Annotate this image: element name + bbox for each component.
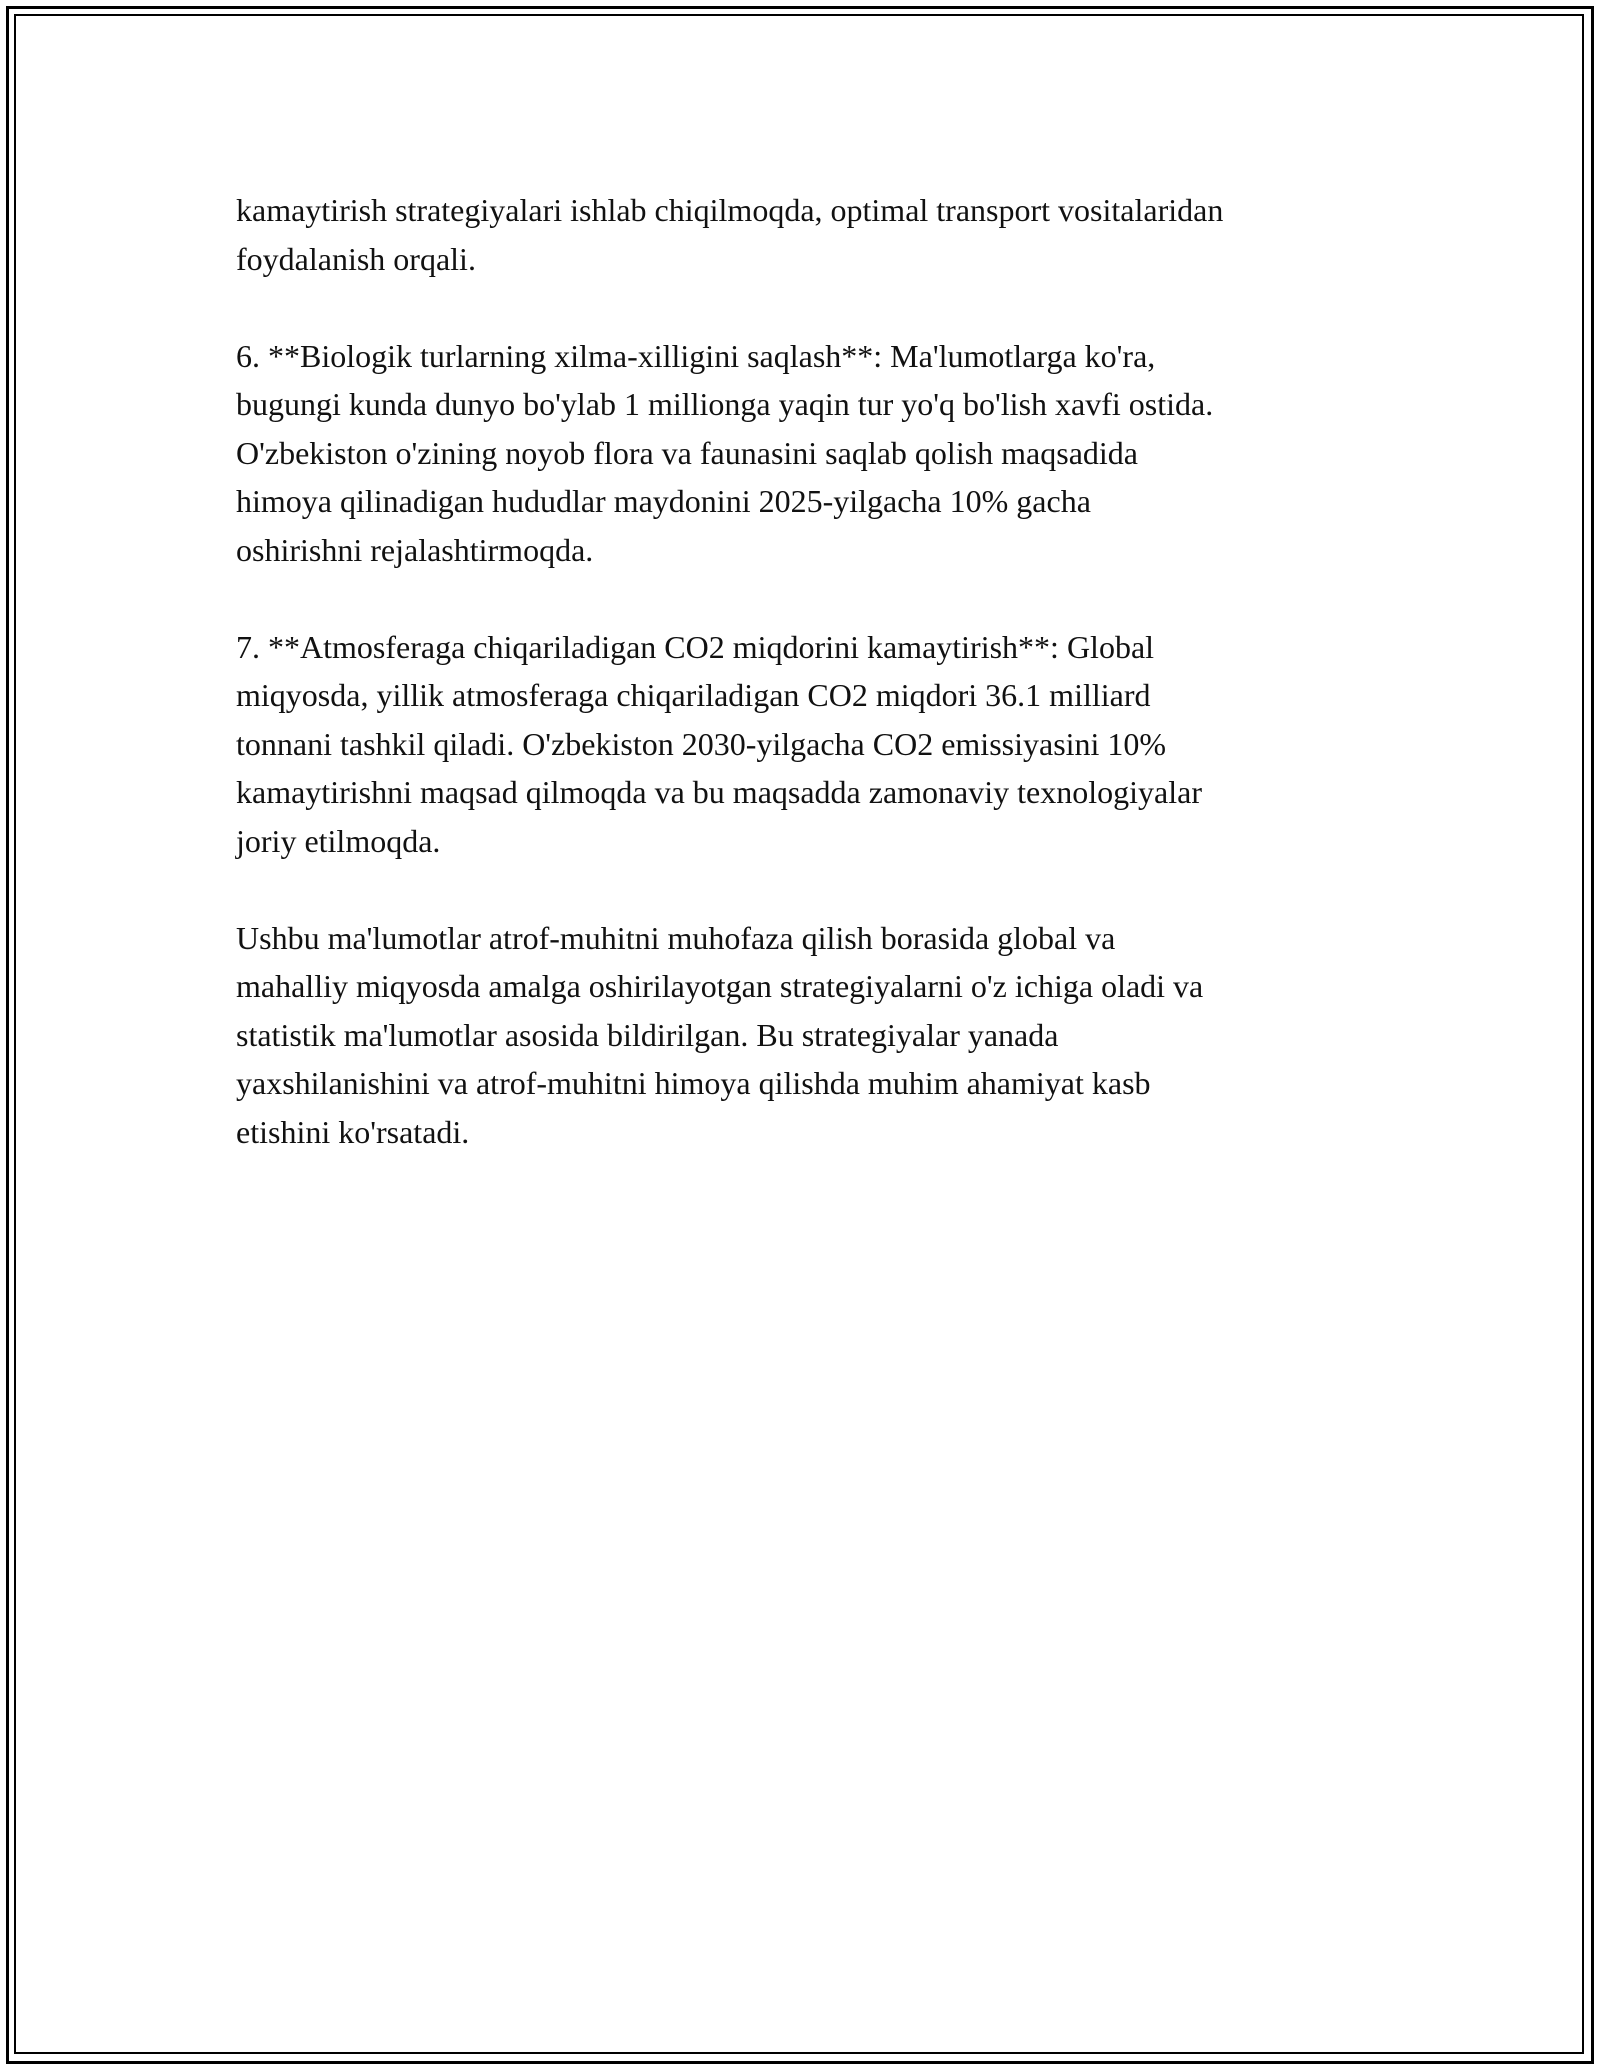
text-line: statistik ma'lumotlar asosida bildirilgan. Bu strategiyalar yanada [236, 1016, 1059, 1053]
paragraph-conclusion [236, 914, 1376, 1157]
text-line: miqyosda, yillik atmosferaga chiqariladigan CO2 miqdori 36.1 milliard [236, 677, 1151, 713]
text-line: mahalliy miqyosda amalga oshirilayotgan strategiyalarni o'z ichiga oladi va [236, 968, 1204, 1004]
text-line: 7. **Atmosferaga chiqariladigan CO2 miqdorini kamaytirish**: Global [236, 628, 1155, 665]
paragraph-biodiversity [236, 332, 1376, 575]
paragraph-continuation [236, 186, 1376, 283]
text-line: kamaytirish strategiyalari ishlab chiqilmoqda, optimal transport vositalaridan [236, 192, 1224, 228]
text-line: kamaytirishni maqsad qilmoqda va bu maqsadda zamonaviy texnologiyalar [236, 774, 1202, 810]
text-line: tonnani tashkil qiladi. O'zbekiston 2030-yilgacha CO2 emissiyasini 10% [236, 725, 1167, 762]
document-body [236, 186, 1376, 1205]
text-line: etishini ko'rsatadi. [236, 1113, 470, 1150]
text-line: bugungi kunda dunyo bo'ylab 1 millionga yaqin tur yo'q bo'lish xavfi ostida. [236, 386, 1214, 422]
text-line: O'zbekiston o'zining noyob flora va faunasini saqlab qolish maqsadida [236, 434, 1138, 471]
text-line: foydalanish orqali. [236, 240, 476, 277]
paragraph-co2-reduction [236, 623, 1376, 866]
text-line: yaxshilanishini va atrof-muhitni himoya qilishda muhim ahamiyat kasb [236, 1065, 1151, 1101]
text-line: 6. **Biologik turlarning xilma-xilligini saqlash**: Ma'lumotlarga ko'ra, [236, 337, 1156, 374]
text-line: himoya qilinadigan hududlar maydonini 2025-yilgacha 10% gacha [236, 483, 1091, 519]
text-line: oshirishni rejalashtirmoqda. [236, 531, 594, 568]
text-line: Ushbu ma'lumotlar atrof-muhitni muhofaza qilish borasida global va [236, 919, 1116, 956]
text-line: joriy etilmoqda. [236, 822, 441, 859]
